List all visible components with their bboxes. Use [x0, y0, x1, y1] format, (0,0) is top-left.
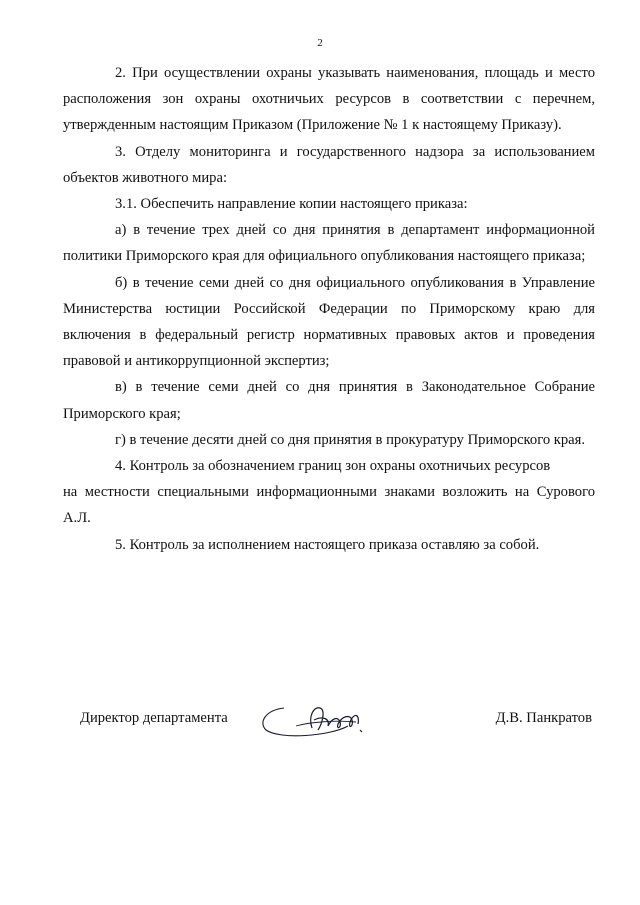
paragraph-item-3-1: 3.1. Обеспечить направление копии настоящего приказа: [115, 196, 468, 213]
order-body [63, 60, 595, 558]
signature-block [80, 700, 592, 740]
paragraph-subitem-v: в) в течение семи дней со дня принятия в Законодательное Собрание Приморского края; [63, 379, 595, 422]
paragraph-item-4: 4. Контроль за обозначением границ зон охраны охотничьих ресурсов [115, 458, 551, 475]
signatory-name: Д.В. Панкратов [495, 710, 592, 726]
handwritten-signature [256, 700, 374, 740]
paragraph-item-3: 3. Отделу мониторинга и государственного надзора за использованием объектов животного мира: [63, 143, 595, 186]
paragraph-subitem-g: г) в течение десяти дней со дня принятия в прокуратуру Приморского края. [115, 431, 585, 448]
page-number: 2 [317, 37, 323, 49]
paragraph-item-2: 2. При осуществлении охраны указывать наименования, площадь и место расположения зон охраны охотничьих ресурсов в соответствии с перечнем, утвержденным настоящим Приказом (Приложение № 1 к настоящему Приказу). [63, 65, 595, 134]
paragraph-item-4-continuation: на местности специальными информационными знаками возложить на Сурового А.Л. [63, 484, 595, 527]
signatory-position: Директор департамента [80, 710, 228, 726]
paragraph-item-5: 5. Контроль за исполнением настоящего приказа оставляю за собой. [115, 536, 540, 553]
paragraph-subitem-a: а) в течение трех дней со дня принятия в департамент информационной политики Приморского края для официального опубликования настоящего приказа; [63, 222, 595, 265]
paragraph-subitem-b: б) в течение семи дней со дня официального опубликования в Управление Министерства юстиции Российской Федерации по Приморскому краю для включения в федеральный регистр нормативных правовых актов и проведения правовой и антикоррупционной экспертиз; [63, 274, 595, 370]
